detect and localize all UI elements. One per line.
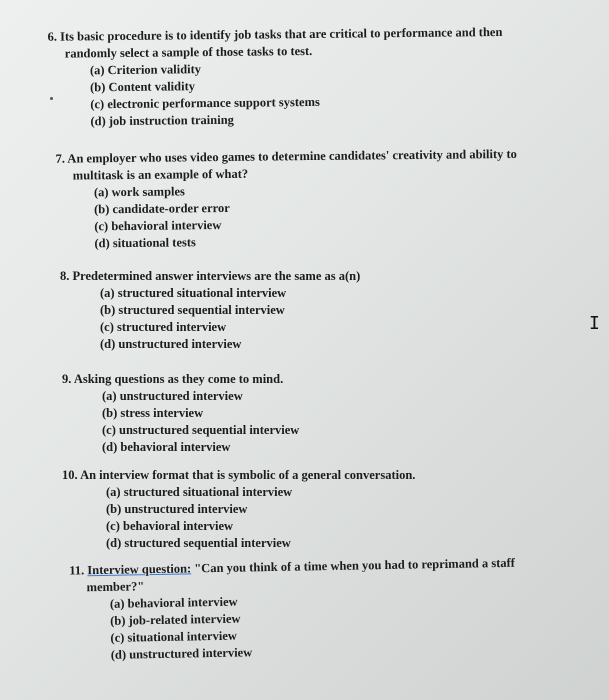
question-number: 8. (60, 269, 70, 283)
answer-options (62, 388, 582, 456)
option-d: (d) situational tests (94, 235, 196, 251)
option-c: (c) structured interview (100, 320, 227, 334)
option-b: (b) job-related interview (110, 611, 241, 628)
question-text: Predetermined answer interviews are the same as a(n) (72, 269, 361, 283)
answer-options (48, 57, 569, 130)
option-b: (b) Content validity (90, 79, 196, 95)
question-number: 11. (69, 563, 85, 578)
question-prefix: Interview question: (87, 561, 192, 578)
question-7 (55, 145, 576, 252)
answer-options (60, 285, 580, 353)
question-text: Asking questions as they come to mind. (73, 372, 284, 386)
answer-options (56, 179, 577, 252)
option-a: (a) structured situational interview (106, 485, 293, 499)
option-a: (a) behavioral interview (109, 594, 238, 611)
question-9 (62, 371, 582, 456)
option-c: (c) electronic performance support systems (90, 94, 320, 112)
option-c: (c) situational interview (110, 628, 237, 645)
text-cursor-icon: I (589, 313, 600, 334)
question-text-continued: member?" (86, 579, 145, 595)
question-text: An employer who uses video games to determine candidates' creativity and ability to (67, 146, 517, 166)
question-8 (60, 268, 580, 353)
option-b: (b) structured sequential interview (100, 303, 285, 317)
option-a: (a) Criterion validity (89, 62, 202, 78)
question-number: 7. (55, 151, 66, 166)
question-text: An interview format that is symbolic of a general conversation. (80, 468, 416, 482)
question-6 (47, 23, 568, 130)
question-number: 6. (47, 29, 58, 44)
answer-options (70, 587, 591, 664)
option-b: (b) unstructured interview (106, 502, 248, 516)
option-d: (d) unstructured interview (100, 337, 242, 351)
option-c: (c) behavioral interview (106, 519, 234, 533)
option-a: (a) unstructured interview (102, 389, 243, 403)
question-stem (60, 268, 580, 285)
question-text: Its basic procedure is to identify job tasks that are critical to performance and then (59, 24, 503, 44)
option-a: (a) work samples (93, 184, 185, 200)
question-text-continued: multitask is an example of what? (72, 166, 249, 183)
option-c: (c) unstructured sequential interview (102, 423, 300, 437)
option-c: (c) behavioral interview (94, 217, 222, 234)
question-11 (69, 553, 591, 664)
question-number: 9. (62, 372, 72, 386)
question-stem (62, 371, 582, 388)
option-d: (d) structured sequential interview (106, 536, 291, 550)
option-b: (b) candidate-order error (94, 200, 230, 217)
question-10 (62, 467, 582, 552)
question-number: 10. (62, 468, 78, 482)
question-text-continued: randomly select a sample of those tasks to test. (64, 43, 313, 61)
option-b: (b) stress interview (102, 406, 204, 420)
option-a: (a) structured situational interview (100, 286, 287, 300)
option-d: (d) job instruction training (90, 112, 234, 129)
option-d: (d) unstructured interview (110, 645, 253, 662)
option-d: (d) behavioral interview (102, 440, 231, 454)
question-stem (62, 467, 582, 484)
question-text: "Can you think of a time when you had to reprimand a staff (194, 555, 515, 576)
answer-options (62, 484, 582, 552)
